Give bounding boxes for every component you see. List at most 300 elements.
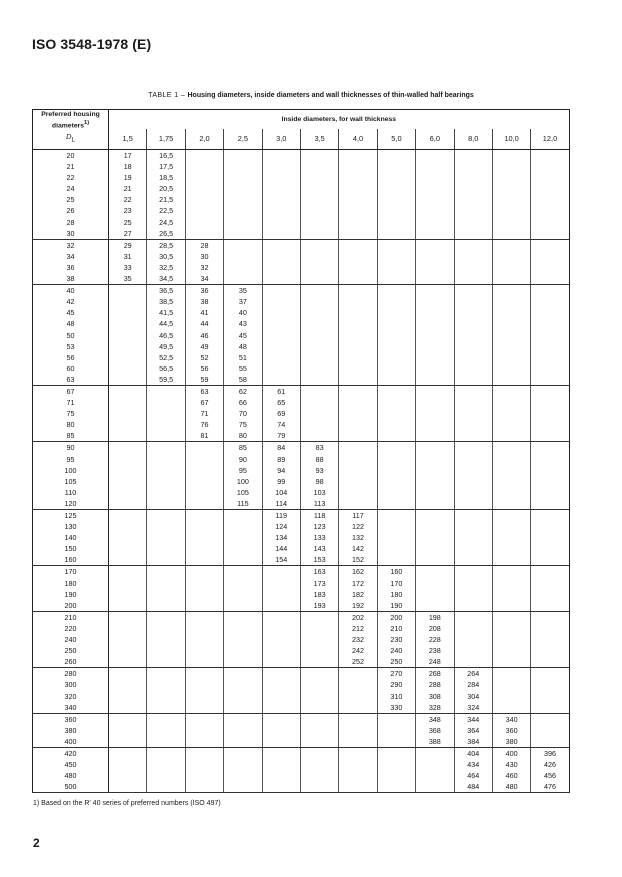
inside-diameter-cell [339,285,377,386]
housing-diameter-cell [33,510,109,566]
empty-value [147,759,184,770]
inside-diameter-value: 21,5 [159,195,174,205]
inside-diameter-value: 400 [505,748,518,758]
empty-value [147,702,184,713]
empty-value [531,521,568,532]
inside-diameter-value: 38,5 [159,297,174,307]
empty-value [263,318,300,329]
empty-value [339,419,376,430]
empty-value [109,543,146,554]
empty-value [301,759,338,770]
inside-diameter-value: 324 [467,702,480,712]
inside-diameter-value: 94 [277,465,286,475]
empty-value [301,702,338,713]
empty-value [224,770,261,781]
empty-value [339,318,376,329]
table-caption-title: Housing diameters, inside diameters and wall thicknesses of thin-walled half bearings [187,92,474,99]
empty-value [263,296,300,307]
empty-value [224,725,261,736]
empty-value [301,183,338,194]
empty-value [109,487,146,498]
empty-value [493,430,530,441]
empty-value [493,634,530,645]
empty-value [147,430,184,441]
empty-value [455,341,492,352]
housing-diameter-cell [33,385,109,441]
empty-value [301,194,338,205]
empty-value [493,217,530,228]
empty-value [301,205,338,216]
empty-value [493,487,530,498]
empty-value [301,668,338,679]
empty-value [109,566,146,577]
inside-diameter-value: 20,5 [159,184,174,194]
empty-value [455,465,492,476]
inside-diameter-cell [109,285,147,386]
inside-diameter-cell [492,747,530,792]
empty-value [493,623,530,634]
empty-value [455,386,492,397]
empty-value [339,408,376,419]
empty-value [109,430,146,441]
inside-diameter-value: 56,5 [159,363,174,373]
inside-diameter-cell [339,239,377,284]
empty-value [224,217,261,228]
empty-value [416,476,453,487]
empty-value [416,363,453,374]
empty-value [378,408,415,419]
inside-diameter-value: 80 [238,431,247,441]
empty-value [531,285,568,296]
inside-diameter-value: 34,5 [159,274,174,284]
wall-thickness-header: 5,0 [377,129,415,150]
inside-diameter-value: 28,5 [159,240,174,250]
empty-value [147,679,184,690]
housing-diameter-value: 67 [66,386,75,396]
table-row-group [33,285,570,386]
inside-diameter-cell [531,668,569,713]
empty-value [263,725,300,736]
empty-value [147,510,184,521]
empty-value [339,307,376,318]
empty-value [339,397,376,408]
empty-value [224,205,261,216]
inside-diameter-cell [339,150,377,240]
inside-diameter-value: 190 [390,600,403,610]
empty-value [493,205,530,216]
empty-value [493,612,530,623]
empty-value [224,543,261,554]
inside-diameter-value: 32 [200,262,209,272]
empty-value [416,262,453,273]
empty-value [378,498,415,509]
empty-value [493,262,530,273]
inside-diameter-value: 55 [238,363,247,373]
empty-value [339,781,376,792]
inside-diameter-value: 99 [277,476,286,486]
empty-value [147,386,184,397]
inside-diameter-cell [339,747,377,792]
housing-diameter-value: 380 [64,725,77,735]
housing-diameter-value: 320 [64,691,77,701]
inside-diameter-value: 308 [428,691,441,701]
empty-value [416,554,453,565]
empty-value [455,498,492,509]
empty-value [531,612,568,623]
empty-value [455,172,492,183]
inside-diameter-cell [300,385,338,441]
inside-diameter-cell [377,668,415,713]
housing-diameter-value: 75 [66,409,75,419]
empty-value [531,554,568,565]
empty-value [416,408,453,419]
inside-diameter-cell [454,285,492,386]
inside-diameter-cell [109,510,147,566]
empty-value [263,759,300,770]
inside-diameter-cell [416,668,454,713]
empty-value [455,318,492,329]
inside-diameter-value: 18 [123,162,132,172]
empty-value [301,656,338,667]
inside-diameter-value: 71 [200,409,209,419]
inside-diameter-cell [454,442,492,510]
housing-diameter-value: 210 [64,612,77,622]
inside-diameter-value: 17,5 [159,162,174,172]
empty-value [378,397,415,408]
empty-value [531,454,568,465]
empty-value [147,725,184,736]
inside-diameter-value: 268 [428,669,441,679]
empty-value [455,183,492,194]
housing-diameter-value: 480 [64,771,77,781]
empty-value [531,634,568,645]
table-caption [0,92,622,99]
inside-diameter-cell [377,566,415,611]
empty-value [147,736,184,747]
inside-diameter-cell [147,566,185,611]
empty-value [109,656,146,667]
bearing-diameters-table [32,109,570,793]
inside-diameter-cell [377,239,415,284]
housing-diameter-value: 28 [66,217,75,227]
empty-value [378,521,415,532]
empty-value [531,645,568,656]
empty-value [301,430,338,441]
housing-diameter-value: 34 [66,251,75,261]
inside-diameter-cell [300,510,338,566]
empty-value [339,374,376,385]
inside-diameter-value: 192 [352,600,365,610]
inside-diameter-value: 384 [467,736,480,746]
inside-diameter-cell [224,510,262,566]
empty-value [186,566,223,577]
empty-value [493,352,530,363]
inside-diameter-cell [531,713,569,747]
wall-thickness-header-row [33,129,570,150]
empty-value [224,172,261,183]
empty-value [263,578,300,589]
inside-diameter-value: 153 [313,555,326,565]
inside-diameter-value: 34 [200,274,209,284]
empty-value [493,589,530,600]
empty-value [109,634,146,645]
housing-header-line1: Preferred housing [41,111,100,118]
inside-diameter-value: 460 [505,771,518,781]
empty-value [147,465,184,476]
empty-value [378,476,415,487]
housing-diameter-cell [33,611,109,667]
inside-diameter-value: 100 [236,476,249,486]
inside-diameter-value: 41,5 [159,308,174,318]
empty-value [224,691,261,702]
inside-diameter-value: 70 [238,409,247,419]
empty-value [263,702,300,713]
inside-diameter-value: 242 [352,646,365,656]
empty-value [416,352,453,363]
inside-diameter-value: 143 [313,544,326,554]
empty-value [378,442,415,453]
empty-value [224,228,261,239]
inside-diameter-cell [109,747,147,792]
inside-diameter-cell [377,442,415,510]
housing-diameter-value: 42 [66,297,75,307]
inside-diameter-cell [416,713,454,747]
housing-diameter-value: 130 [64,522,77,532]
empty-value [455,442,492,453]
inside-diameter-cell [454,668,492,713]
inside-diameter-cell [185,239,223,284]
inside-diameter-cell [339,713,377,747]
empty-value [147,691,184,702]
empty-value [378,532,415,543]
inside-diameter-value: 133 [313,533,326,543]
inside-diameter-value: 38 [200,297,209,307]
inside-diameter-value: 310 [390,691,403,701]
empty-value [109,465,146,476]
empty-value [531,679,568,690]
empty-value [339,150,376,161]
empty-value [263,770,300,781]
inside-diameter-cell [454,150,492,240]
empty-value [531,251,568,262]
housing-diameter-value: 140 [64,533,77,543]
empty-value [301,634,338,645]
inside-diameter-cell [109,611,147,667]
inside-diameter-cell [185,442,223,510]
empty-value [301,228,338,239]
empty-value [263,679,300,690]
empty-value [416,228,453,239]
empty-value [493,465,530,476]
empty-value [493,521,530,532]
inside-diameter-value: 29 [123,240,132,250]
empty-value [224,161,261,172]
empty-value [378,296,415,307]
inside-diameter-value: 232 [352,635,365,645]
empty-value [186,578,223,589]
housing-diameter-value: 85 [66,431,75,441]
inside-diameter-value: 17 [123,151,132,160]
inside-diameter-value: 66 [238,398,247,408]
inside-diameter-value: 16,5 [159,151,174,160]
empty-value [186,442,223,453]
empty-value [263,330,300,341]
empty-value [416,759,453,770]
inside-diameter-cell [262,713,300,747]
empty-value [339,770,376,781]
empty-value [186,521,223,532]
inside-diameter-cell [147,747,185,792]
empty-value [186,217,223,228]
empty-value [339,240,376,251]
empty-value [263,307,300,318]
inside-diameter-cell [492,239,530,284]
empty-value [493,161,530,172]
empty-value [455,296,492,307]
empty-value [186,205,223,216]
empty-value [301,172,338,183]
empty-value [531,623,568,634]
empty-value [339,748,376,759]
empty-value [493,679,530,690]
empty-value [186,183,223,194]
empty-value [301,240,338,251]
empty-value [301,307,338,318]
inside-diameter-value: 44,5 [159,319,174,329]
empty-value [186,510,223,521]
housing-diameter-value: 71 [66,398,75,408]
inside-diameter-cell [300,239,338,284]
empty-value [378,217,415,228]
inside-diameter-cell [531,510,569,566]
empty-value [416,748,453,759]
empty-value [301,262,338,273]
empty-value [531,330,568,341]
inside-diameter-value: 404 [467,748,480,758]
inside-diameter-value: 48 [238,341,247,351]
empty-value [186,589,223,600]
empty-value [339,442,376,453]
empty-value [378,251,415,262]
empty-value [455,150,492,161]
inside-diameter-cell [492,611,530,667]
empty-value [186,228,223,239]
inside-diameter-cell [147,385,185,441]
inside-diameter-cell [492,385,530,441]
empty-value [224,183,261,194]
empty-value [186,465,223,476]
empty-value [301,363,338,374]
empty-value [378,150,415,161]
empty-value [378,419,415,430]
inside-diameter-cell [531,566,569,611]
inside-diameter-value: 65 [277,398,286,408]
empty-value [455,397,492,408]
empty-value [147,442,184,453]
empty-value [416,430,453,441]
empty-value [455,194,492,205]
inside-diameter-value: 90 [238,454,247,464]
empty-value [493,600,530,611]
empty-value [186,714,223,725]
inside-diameter-value: 364 [467,725,480,735]
inside-diameter-cell [416,611,454,667]
inside-diameter-value: 173 [313,578,326,588]
empty-value [109,600,146,611]
empty-value [531,476,568,487]
empty-value [186,612,223,623]
empty-value [301,645,338,656]
empty-value [455,634,492,645]
housing-diameter-value: 300 [64,680,77,690]
inside-diameter-cell [300,611,338,667]
empty-value [416,330,453,341]
empty-value [455,205,492,216]
housing-diameter-value: 63 [66,374,75,384]
empty-value [378,194,415,205]
empty-value [531,296,568,307]
inside-diameter-cell [454,385,492,441]
empty-value [531,217,568,228]
empty-value [378,172,415,183]
inside-diameter-cell [109,442,147,510]
inside-diameter-value: 40 [238,308,247,318]
empty-value [455,600,492,611]
empty-value [109,748,146,759]
housing-diameter-value: 38 [66,274,75,284]
empty-value [186,150,223,161]
empty-value [109,770,146,781]
empty-value [186,194,223,205]
empty-value [455,476,492,487]
housing-diameter-value: 110 [64,487,77,497]
empty-value [263,589,300,600]
empty-value [224,262,261,273]
inside-diameter-value: 79 [277,431,286,441]
empty-value [493,341,530,352]
empty-value [109,476,146,487]
empty-value [186,454,223,465]
inside-diameter-cell [262,385,300,441]
empty-value [531,386,568,397]
empty-value [339,262,376,273]
empty-value [147,397,184,408]
empty-value [263,668,300,679]
empty-value [263,645,300,656]
empty-value [455,352,492,363]
empty-value [147,521,184,532]
inside-diameter-value: 25 [123,217,132,227]
empty-value [186,781,223,792]
empty-value [455,454,492,465]
empty-value [224,645,261,656]
inside-diameter-cell [224,150,262,240]
inside-diameter-value: 134 [275,533,288,543]
empty-value [186,702,223,713]
inside-diameter-value: 51 [238,352,247,362]
inside-diameter-value: 264 [467,669,480,679]
empty-value [416,454,453,465]
inside-diameter-value: 122 [352,522,365,532]
inside-diameter-value: 37 [238,297,247,307]
empty-value [531,262,568,273]
empty-value [455,430,492,441]
empty-value [109,679,146,690]
empty-value [378,454,415,465]
empty-value [147,656,184,667]
empty-value [455,262,492,273]
empty-value [378,510,415,521]
